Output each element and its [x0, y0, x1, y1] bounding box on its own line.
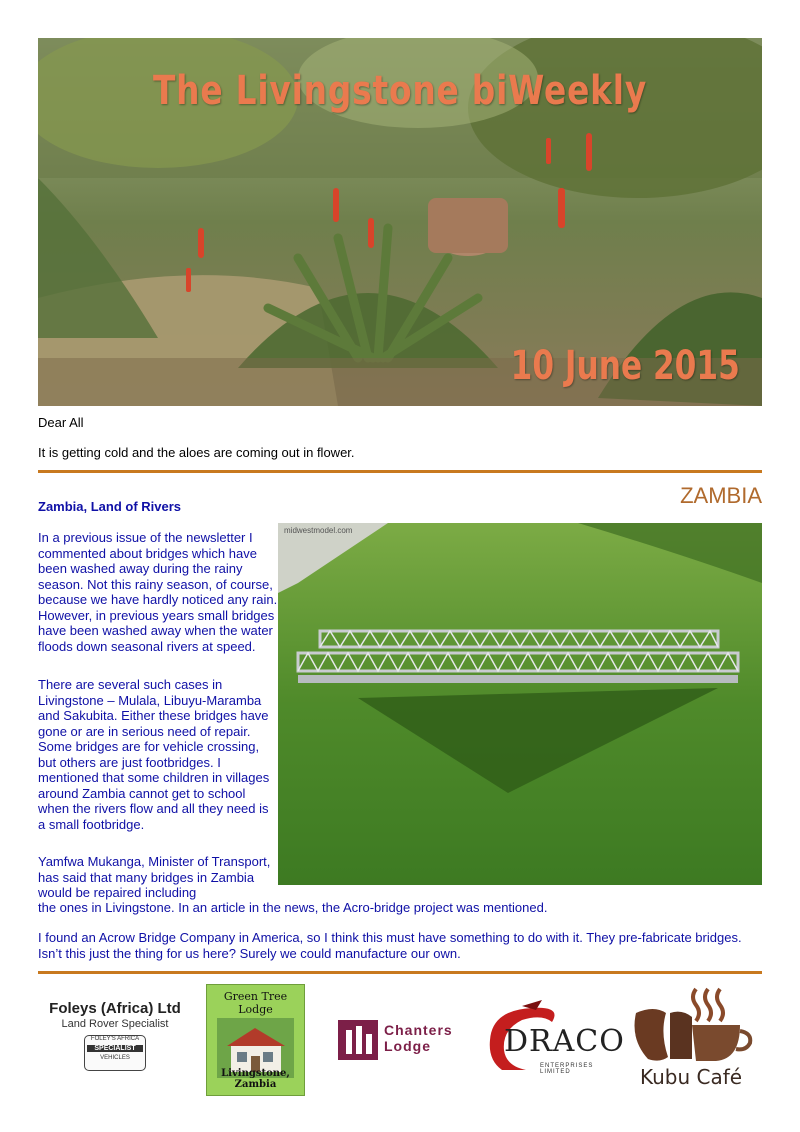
divider-bottom: [38, 971, 762, 974]
photo-credit: midwestmodel.com: [284, 526, 353, 535]
coffee-cup-icon: [626, 983, 756, 1067]
greeting: Dear All: [38, 415, 84, 430]
section-tag: ZAMBIA: [680, 483, 762, 508]
article-paragraph-continued: the ones in Livingstone. In an article in the news, the Acro-bridge project was mentioned.: [38, 900, 548, 915]
header-photo: [38, 38, 762, 406]
chanters-line1: Chanters: [384, 1022, 453, 1038]
article-paragraph: In a previous issue of the newsletter I commented about bridges which have been washed away during the rainy season. Not this rainy season, of course, because we have hardly noticed any rain. However, in previous years small bridges have been washed away when the water floods down seasonal rivers at speed.: [38, 530, 278, 654]
foleys-badge-bot: VEHICLES: [100, 1055, 130, 1061]
kubu-cafe-logo: [626, 983, 756, 1093]
draco-name: DRACO: [504, 1024, 625, 1059]
issue-date: 10 June 2015: [510, 343, 740, 389]
bridge-model-image: [278, 523, 762, 885]
chanters-mark-icon: [336, 1018, 380, 1062]
newsletter-title: The Livingstone biWeekly: [152, 68, 648, 114]
divider-top: [38, 470, 762, 473]
article-title: Zambia, Land of Rivers: [38, 499, 182, 514]
bridge-photo: [278, 523, 762, 885]
chanters-name: [384, 1022, 453, 1054]
foleys-name: Foleys (Africa) Ltd: [49, 1000, 181, 1017]
draco-sub: ENTERPRISES LIMITED: [540, 1063, 594, 1075]
foleys-badge-top: FOLEY'S AFRICA: [90, 1036, 140, 1042]
intro-text: It is getting cold and the aloes are coming out in flower.: [38, 445, 355, 460]
article-paragraph: There are several such cases in Livingstone – Mulala, Libuyu-Maramba and Sakubita. Either these bridges have gone or are in serious need of repair. Some bridges are for vehicle crossing, but others are just footbridges. I mentioned that some children in villages around Zambia cannot get to school when the rivers flow and all they need is a small footbridge.: [38, 677, 270, 832]
kubu-name: Kubu Café: [640, 1065, 743, 1089]
foleys-badge: [84, 1035, 146, 1071]
foleys-badge-mid: SPECIALIST: [87, 1045, 143, 1052]
article-paragraph: Yamfwa Mukanga, Minister of Transport, has said that many bridges in Zambia would be repaired including: [38, 854, 271, 900]
foleys-logo: [40, 1000, 190, 1080]
chanters-lodge-logo: [336, 1018, 466, 1062]
green-tree-name: Green Tree Lodge: [223, 990, 288, 1016]
foleys-tagline: Land Rover Specialist: [61, 1018, 169, 1030]
green-tree-place: Livingstone, Zambia: [221, 1068, 290, 1090]
draco-logo: [482, 1000, 625, 1080]
green-tree-lodge-logo: [206, 984, 305, 1096]
article-paragraph: I found an Acrow Bridge Company in America, so I think this must have something to do with it. They pre-fabricate bridges. Isn’t this just the thing for us here? Surely we could manufacture our own.: [38, 930, 742, 961]
chanters-line2: Lodge: [384, 1038, 431, 1054]
